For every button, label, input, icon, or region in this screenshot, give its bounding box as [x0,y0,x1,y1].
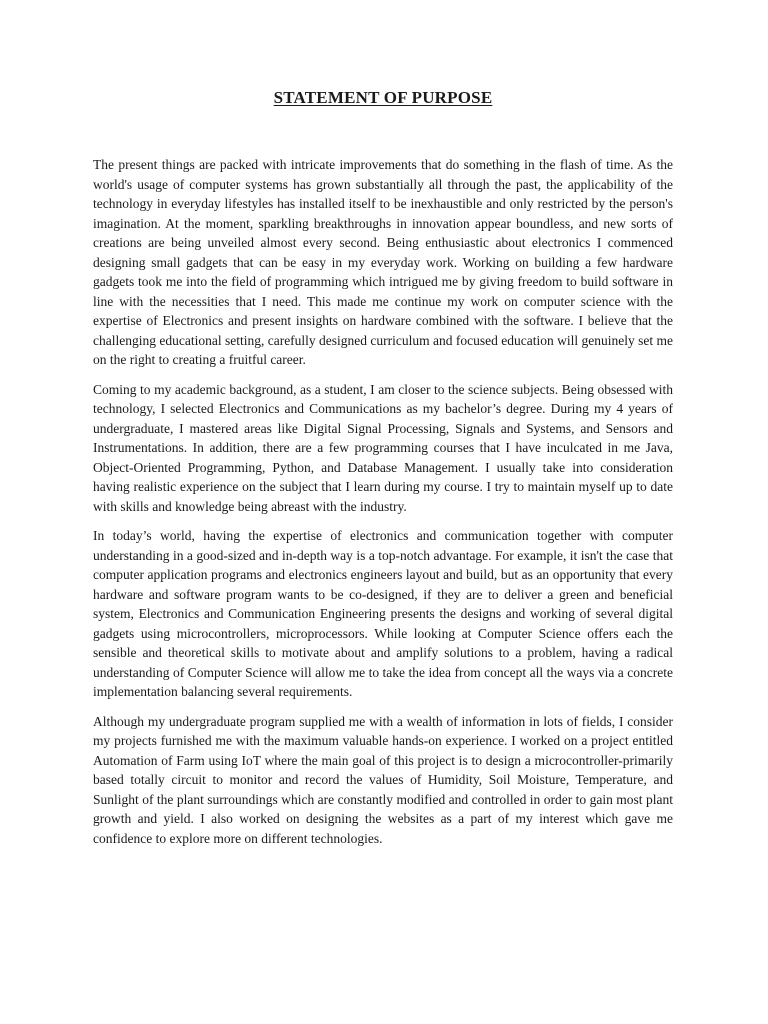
paragraph-field-motivation: In today’s world, having the expertise of electronics and communication together with computer understanding in a good-sized and in-depth way is a top-notch advantage. For example, it isn't the case that computer application programs and electronics engineers layout and build, but as an opportunity that every hardware and software program wants to be co-designed, if they are to deliver a green and beneficial system, Electronics and Communication Engineering presents the designs and working of several digital gadgets using microcontrollers, microprocessors. While looking at Computer Science offers each the sensible and theoretical skills to motivate about and amplify solutions to a problem, having a radical understanding of Computer Science will allow me to take the idea from concept all the ways via a concrete implementation balancing several requirements. [93,528,673,699]
document-title: STATEMENT OF PURPOSE [273,88,493,107]
document-page [93,88,673,858]
paragraph-introduction: The present things are packed with intricate improvements that do something in the flash of time. As the world's usage of computer systems has grown substantially all through the past, the applicability of the technology in everyday lifestyles has installed itself to be inexhaustible and only restricted by the person's imagination. At the moment, sparkling breakthroughs in innovation appear boundless, and new sorts of creations are being unveiled almost every second. Being enthusiastic about electronics I commenced designing small gadgets that can be easy in my everyday work. Working on building a few hardware gadgets took me into the field of programming which intrigued me by giving freedom to build software in line with the necessities that I need. This made me continue my work on computer science with the expertise of Electronics and present insights on hardware combined with the software. I believe that the challenging educational setting, carefully designed curriculum and focused education will genuinely set me on the right to creating a fruitful career. [93,157,673,367]
paragraph-academic-background: Coming to my academic background, as a student, I am closer to the science subjects. Being obsessed with technology, I selected Electronics and Communications as my bachelor’s degree. During my 4 years of undergraduate, I mastered areas like Digital Signal Processing, Signals and Systems, and Sensors and Instrumentations. In addition, there are a few programming courses that I have inculcated in me Java, Object-Oriented Programming, Python, and Database Management. I usually take into consideration having realistic experience on the subject that I learn during my course. I try to maintain myself up to date with skills and knowledge being abreast with the industry. [93,381,673,514]
paragraph-projects: Although my undergraduate program supplied me with a wealth of information in lots of fields, I consider my projects furnished me with the maximum valuable hands-on experience. I worked on a project entitled Automation of Farm using IoT where the main goal of this project is to design a microcontroller-primarily based totally circuit to monitor and record the values of Humidity, Soil Moisture, Temperature, and Sunlight of the plant surroundings which are constantly modified and controlled in order to gain most plant growth and yield. I also worked on designing the websites as a part of my interest which gave me confidence to explore more on different technologies. [93,713,673,846]
